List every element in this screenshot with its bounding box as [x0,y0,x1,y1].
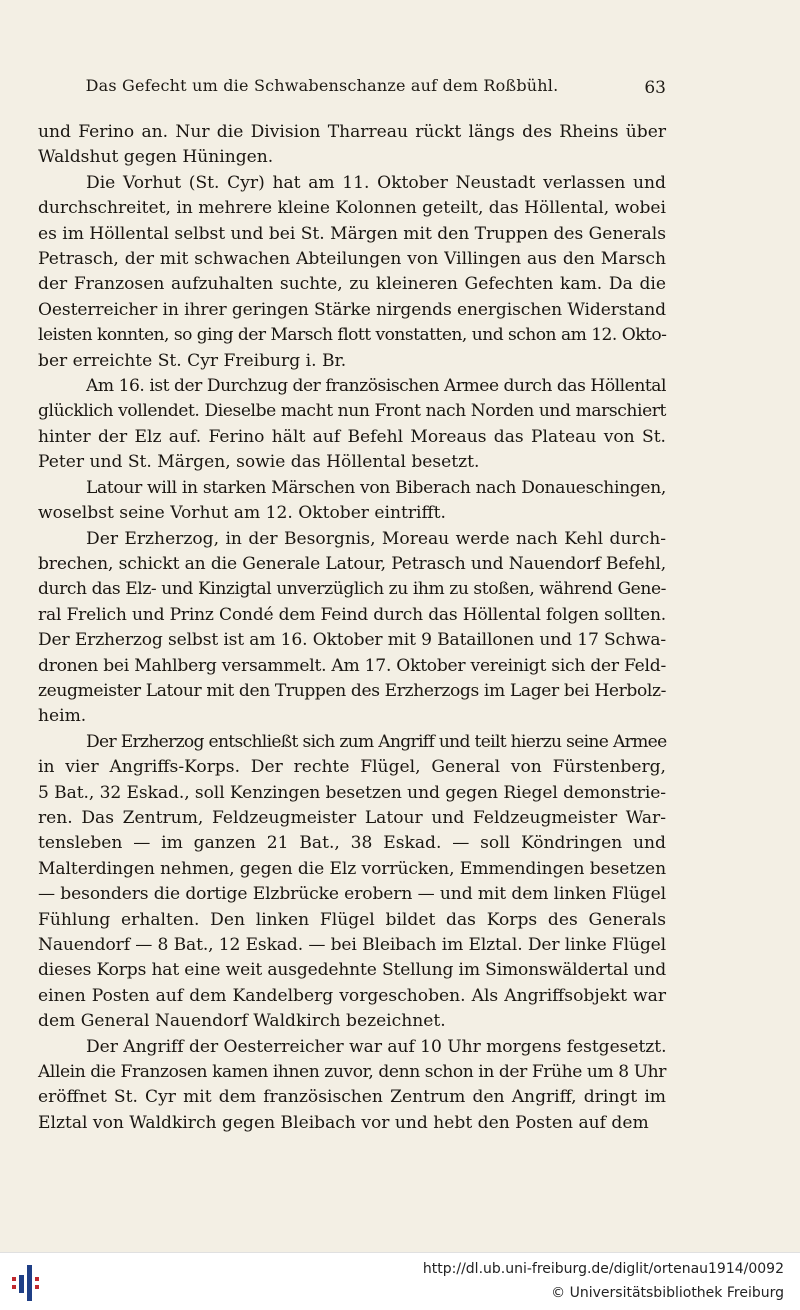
text-line: Malterdingen nehmen, gegen die Elz vorrücken, Emmendingen besetzen [38,858,666,879]
text-line: Der Angriff der Oesterreicher war auf 10 Uhr morgens festgesetzt. [86,1036,667,1057]
paragraph [38,1035,666,1137]
paragraph [38,730,666,1035]
text-line: ren. Das Zentrum, Feldzeugmeister Latour und Feldzeugmeister War- [38,807,666,828]
paragraph [38,120,666,171]
text-line: dronen bei Mahlberg versammelt. Am 17. Oktober vereinigt sich der Feld- [38,655,666,676]
text-line: durch das Elz- und Kinzigtal unverzüglich zu ihm zu stoßen, während Gene- [38,579,666,600]
text-line: Peter und St. Märgen, sowie das Höllental besetzt. [38,452,480,473]
footer-bar [0,1252,800,1310]
text-line: einen Posten auf dem Kandelberg vorgeschoben. Als Angriffsobjekt war [38,985,666,1006]
paragraph [38,171,666,374]
text-line: 5 Bat., 32 Eskad., soll Kenzingen besetzen und gegen Riegel demonstrie- [38,782,666,803]
text-line: Nauendorf — 8 Bat., 12 Eskad. — bei Bleibach im Elztal. Der linke Flügel [38,935,666,955]
text-line: Oesterreicher in ihrer geringen Stärke nirgends energischen Widerstand [38,299,666,320]
paragraph [38,374,666,476]
text-line: tensleben — im ganzen 21 Bat., 38 Eskad. — soll Köndringen und [38,833,666,854]
text-line: dem General Nauendorf Waldkirch bezeichnet. [38,1011,446,1032]
text-line: Allein die Franzosen kamen ihnen zuvor, denn schon in der Frühe um 8 Uhr [38,1062,666,1083]
page-number: 63 [644,78,666,98]
text-line: durchschreitet, in mehrere kleine Kolonnen geteilt, das Höllental, wobei [38,198,666,219]
text-line: dieses Korps hat eine weit ausgedehnte Stellung im Simonswäldertal und [38,960,666,981]
text-line: woselbst seine Vorhut am 12. Oktober eintrifft. [38,503,446,524]
text-line: der Franzosen aufzuhalten suchte, zu kleineren Gefechten kam. Da die [38,274,666,295]
text-line: Die Vorhut (St. Cyr) hat am 11. Oktober Neustadt verlassen und [86,172,666,193]
text-line: Der Erzherzog selbst ist am 16. Oktober mit 9 Bataillonen und 17 Schwa- [38,630,666,651]
text-line: Latour will in starken Märschen von Biberach nach Donaueschingen, [86,477,666,498]
text-line: es im Höllental selbst und bei St. Märgen mit den Truppen des Generals [38,223,666,244]
text-line: und Ferino an. Nur die Division Tharreau rückt längs des Rheins über [38,122,666,142]
text-line: eröffnet St. Cyr mit dem französischen Zentrum den Angriff, dringt im [38,1087,666,1108]
text-line: Am 16. ist der Durchzug der französischen Armee durch das Höllental [86,376,666,397]
text-line: Elztal von Waldkirch gegen Bleibach vor und hebt den Posten auf dem [38,1112,649,1133]
permalink-url[interactable]: http://dl.ub.uni-freiburg.de/diglit/ortenau1914/0092 [422,1261,784,1277]
text-line: zeugmeister Latour mit den Truppen des Erzherzogs im Lager bei Herbolz- [38,680,666,701]
text-line: brechen, schickt an die Generale Latour, Petrasch und Nauendorf Befehl, [38,553,666,574]
text-line: Petrasch, der mit schwachen Abteilungen von Villingen aus den Marsch [38,249,666,270]
text-line: ral Frelich und Prinz Condé dem Feind durch das Höllental folgen sollten. [38,604,666,625]
text-line: Waldshut gegen Hüningen. [38,147,274,168]
text-line: glücklich vollendet. Dieselbe macht nun Front nach Norden und marschiert [38,401,666,422]
text-line: Der Erzherzog entschließt sich zum Angriff und teilt hierzu seine Armee [86,731,667,752]
running-header [38,76,666,102]
text-line: Der Erzherzog, in der Besorgnis, Moreau werde nach Kehl durch- [86,528,666,549]
text-line: ber erreichte St. Cyr Freiburg i. Br. [38,350,347,371]
paragraph [38,476,666,527]
text-line: hinter der Elz auf. Ferino hält auf Befehl Moreaus das Plateau von St. [38,426,666,447]
text-line: — besonders die dortige Elzbrücke erobern — und mit dem linken Flügel [38,884,666,905]
running-title: Das Gefecht um die Schwabenschanze auf dem Roßbühl. [85,76,559,95]
copyright-notice: © Universitätsbibliothek Freiburg [551,1285,784,1301]
library-logo-icon[interactable] [10,1263,50,1303]
text-line: Fühlung erhalten. Den linken Flügel bildet das Korps des Generals [38,909,666,930]
body-text [38,120,666,1136]
text-line: leisten konnten, so ging der Marsch flott vonstatten, und schon am 12. Okto- [38,325,667,346]
paragraph [38,527,666,730]
text-line: in vier Angriffs-Korps. Der rechte Flügel, General von Fürstenberg, [38,757,666,778]
text-line: heim. [38,706,87,727]
